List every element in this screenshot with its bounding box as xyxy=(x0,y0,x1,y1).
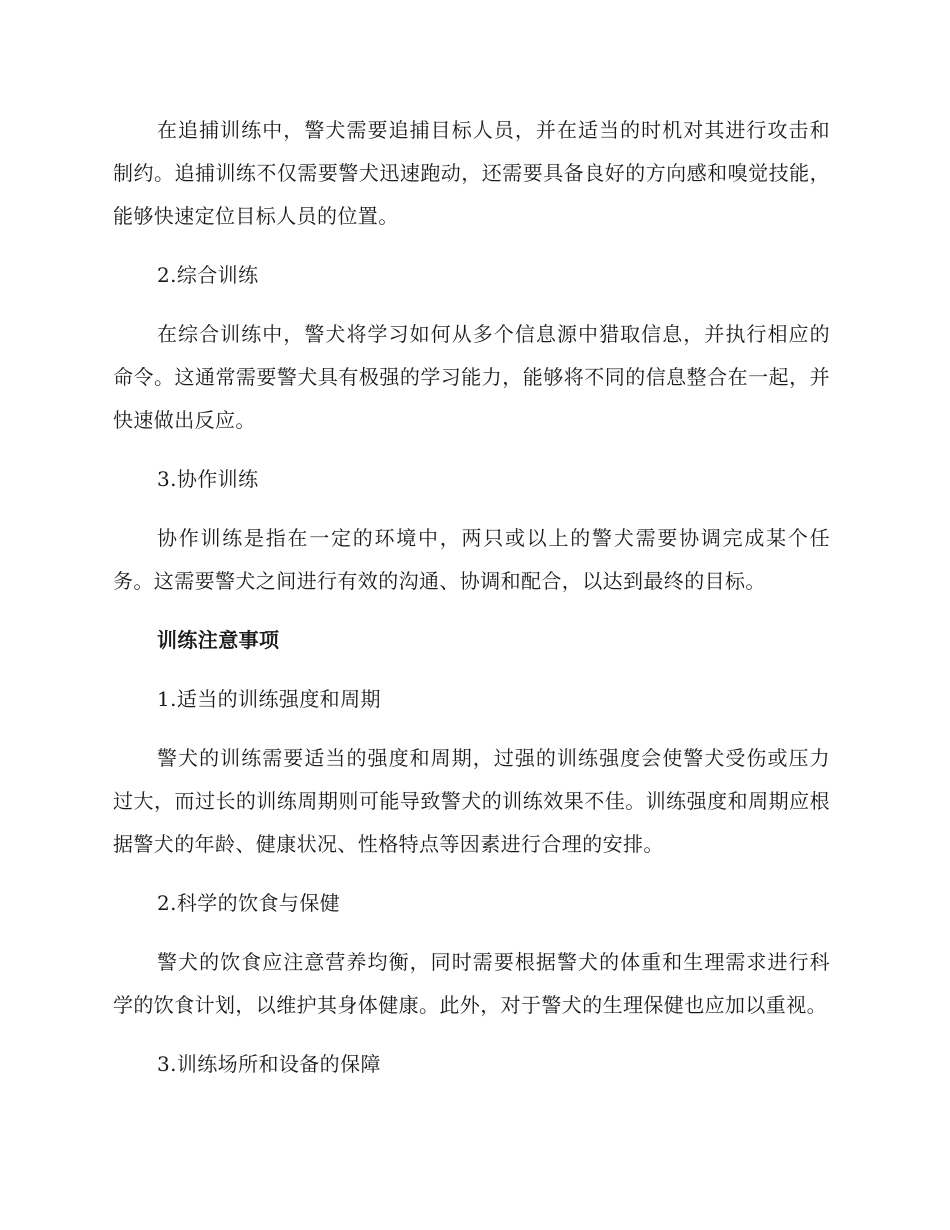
paragraph-diet-health: 警犬的饮食应注意营养均衡，同时需要根据警犬的体重和生理需求进行科学的饮食计划，以维护其身体健康。此外，对于警犬的生理保健也应加以重视。 xyxy=(113,950,830,1017)
paragraph-pursuit-training: 在追捕训练中，警犬需要追捕目标人员，并在适当的时机对其进行攻击和制约。追捕训练不仅需要警犬迅速跑动，还需要具备良好的方向感和嗅觉技能，能够快速定位目标人员的位置。 xyxy=(113,118,830,228)
section-title-training-notes: 训练注意事项 xyxy=(157,628,280,652)
subheading-venue-equipment: 3.训练场所和设备的保障 xyxy=(157,1052,381,1076)
subheading-cooperative-training: 3.协作训练 xyxy=(157,467,259,491)
subheading-comprehensive-training: 2.综合训练 xyxy=(157,263,259,287)
subheading-diet-health: 2.科学的饮食与保健 xyxy=(157,891,341,915)
subheading-intensity-period: 1.适当的训练强度和周期 xyxy=(157,687,381,711)
paragraph-cooperative-training: 协作训练是指在一定的环境中，两只或以上的警犬需要协调完成某个任务。这需要警犬之间进行有效的沟通、协调和配合，以达到最终的目标。 xyxy=(113,526,830,593)
paragraph-intensity-period: 警犬的训练需要适当的强度和周期，过强的训练强度会使警犬受伤或压力过大，而过长的训练周期则可能导致警犬的训练效果不佳。训练强度和周期应根据警犬的年龄、健康状况、性格特点等因素进行合理的安排。 xyxy=(113,746,830,856)
paragraph-comprehensive-training: 在综合训练中，警犬将学习如何从多个信息源中猎取信息，并执行相应的命令。这通常需要警犬具有极强的学习能力，能够将不同的信息整合在一起，并快速做出反应。 xyxy=(113,322,830,432)
document-body xyxy=(113,109,830,1102)
